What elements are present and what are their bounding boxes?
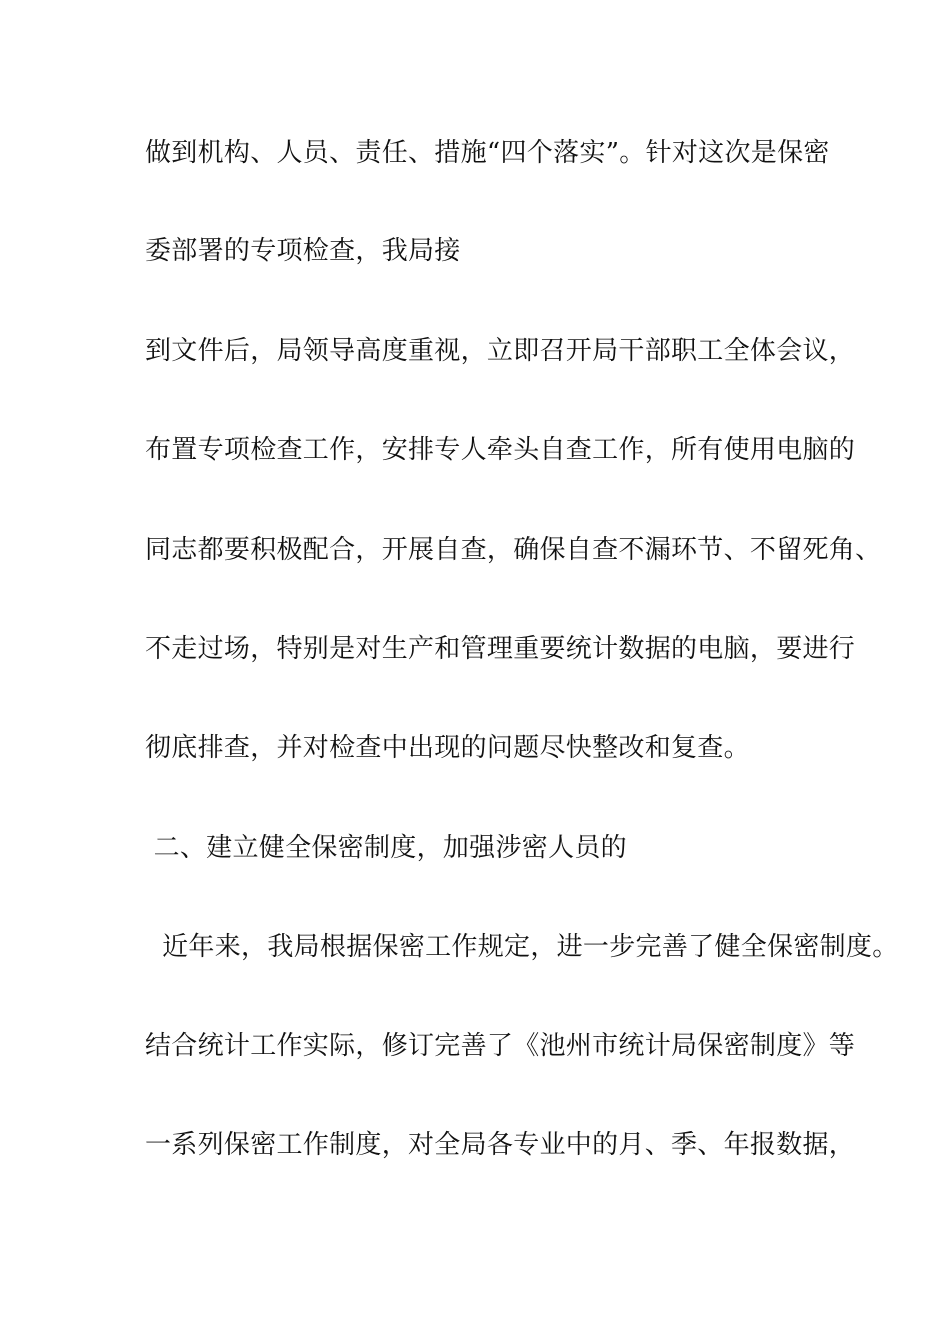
text-line: 不走过场，特别是对生产和管理重要统计数据的电脑，要进行 <box>145 634 856 664</box>
text-line: 布置专项检查工作，安排专人牵头自查工作，所有使用电脑的 <box>145 435 856 465</box>
text-line: 做到机构、人员、责任、措施“四个落实”。针对这次是保密 <box>145 138 830 168</box>
section-heading: 二、建立健全保密制度，加强涉密人员的 <box>145 833 627 863</box>
text-line: 彻底排查，并对检查中出现的问题尽快整改和复查。 <box>145 733 750 763</box>
text-line: 到文件后，局领导高度重视，立即召开局干部职工全体会议， <box>145 336 856 366</box>
text-line: 结合统计工作实际，修订完善了《池州市统计局保密制度》等 <box>145 1031 856 1061</box>
text-line: 委部署的专项检查，我局接 <box>145 236 461 266</box>
text-line: 一系列保密工作制度，对全局各专业中的月、季、年报数据， <box>145 1130 856 1160</box>
text-line: 近年来，我局根据保密工作规定，进一步完善了健全保密制度。 <box>145 932 899 962</box>
text-line: 同志都要积极配合，开展自查，确保自查不漏环节、不留死角、 <box>145 535 882 565</box>
